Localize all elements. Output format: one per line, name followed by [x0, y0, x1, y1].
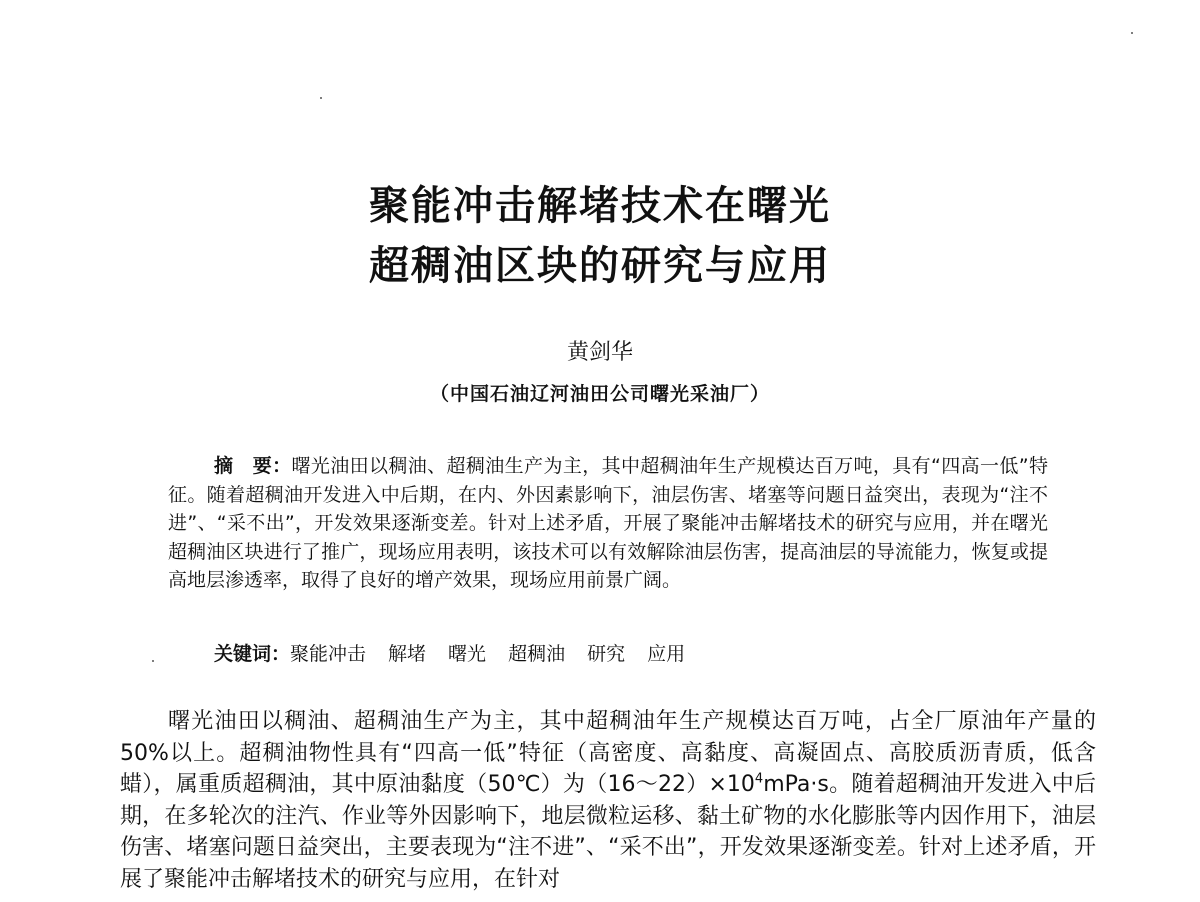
viscosity-exponent: 4 [754, 771, 764, 787]
keyword: 解堵 [388, 643, 427, 665]
scan-speck [320, 97, 322, 99]
author-affiliation: （中国石油辽河油田公司曙光采油厂） [429, 383, 770, 405]
abstract [168, 452, 1048, 595]
keyword: 研究 [587, 643, 626, 665]
keyword: 超稠油 [508, 643, 566, 665]
abstract-label: 摘 要： [214, 455, 292, 477]
keywords [214, 640, 1054, 668]
abstract-text: 曙光油田以稠油、超稠油生产为主，其中超稠油年生产规模达百万吨，具有“四高一低”特征。随着超稠油开发进入中后期，在内、外因素影响下，油层伤害、堵塞等问题日益突出，表现为“注不进”、“采不出”，开发效果逐渐变差。针对上述矛盾，开展了聚能冲击解堵技术的研究与应用，并在曙光超稠油区块进行了推广，现场应用表明，该技术可以有效解除油层伤害，提高油层的导流能力，恢复或提高地层渗透率，取得了良好的增产效果，现场应用前景广阔。 [168, 455, 1048, 591]
body-text-part-2: mPa·s。随着超稠油开发进入中后期，在多轮次的注汽、作业等外因影响下，地层微粒运移、黏土矿物的水化膨胀等内因作用下，油层伤害、堵塞问题日益突出，主要表现为“注不进”、“采不出”，开发效果逐渐变差。针对上述矛盾，开展了聚能冲击解堵技术的研究与应用，在针对 [120, 772, 1096, 892]
keyword: 聚能冲击 [290, 643, 367, 665]
keyword: 曙光 [448, 643, 487, 665]
scan-speck [152, 660, 154, 662]
author-name: 黄剑华 [566, 340, 633, 365]
body-paragraph [120, 706, 1096, 895]
paper-title-line-1: 聚能冲击解堵技术在曙光 [369, 183, 831, 229]
paper-title-line-2: 超稠油区块的研究与应用 [369, 243, 831, 289]
scan-speck [1131, 32, 1133, 34]
keywords-label: 关键词： [214, 643, 291, 665]
keyword: 应用 [647, 643, 686, 665]
body-text-part-1: 曙光油田以稠油、超稠油生产为主，其中超稠油年生产规模达百万吨，占全厂原油年产量的50%以上。超稠油物性具有“四高一低”特征（高密度、高黏度、高凝固点、高胶质沥青质，低含蜡），属重质超稠油，其中原油黏度（50℃）为（16～22）×10 [120, 709, 1096, 797]
